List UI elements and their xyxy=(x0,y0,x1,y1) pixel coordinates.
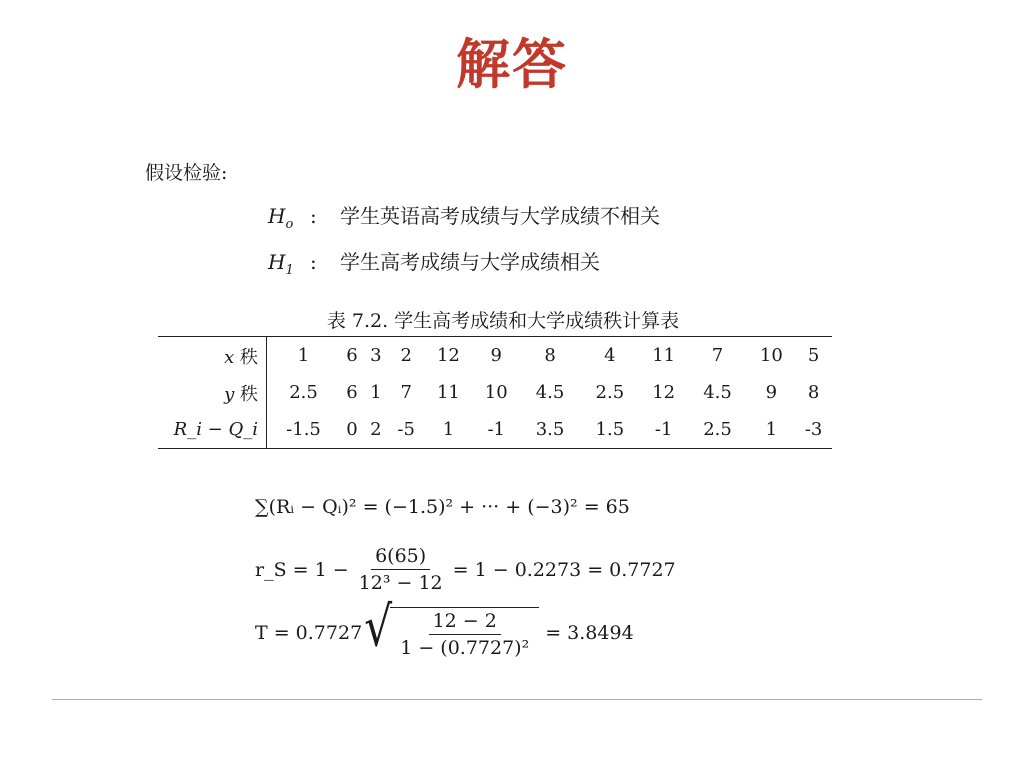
t-rhs: = 3.8494 xyxy=(545,622,634,644)
row-header xyxy=(158,337,267,375)
table-cell: 2 xyxy=(370,419,382,440)
table-cell: 4 xyxy=(604,345,616,366)
rs-fraction xyxy=(355,545,447,594)
table-cell: 11 xyxy=(436,382,460,403)
table-cell: 11 xyxy=(652,345,676,366)
table-cell: 12 xyxy=(436,345,460,366)
table-cell: 2 xyxy=(400,345,412,366)
table-cell: 9 xyxy=(490,345,502,366)
table-cell: 6 xyxy=(346,345,358,366)
table-cell: 12 xyxy=(652,382,676,403)
row-header xyxy=(158,411,267,449)
table-cell: -3 xyxy=(804,419,823,440)
hypothesis-symbol: $H_1$ xyxy=(268,250,294,278)
table-cell: 10 xyxy=(484,382,508,403)
table-cell: 7 xyxy=(711,345,724,366)
table-cell: 6 xyxy=(346,382,358,403)
table-cell: 0 xyxy=(346,419,358,440)
row-variable: x xyxy=(224,346,235,368)
table-cell: 1 xyxy=(370,382,382,403)
table-cell: 1.5 xyxy=(595,419,625,440)
hypothesis-null xyxy=(268,200,660,232)
hypothesis-text: 学生高考成绩与大学成绩相关 xyxy=(340,250,600,274)
spearman-equation xyxy=(255,545,676,594)
table-cell: 5 xyxy=(807,345,820,366)
table-row xyxy=(158,337,832,375)
radical-icon: √ xyxy=(364,595,393,660)
table-cell: 7 xyxy=(400,382,412,403)
table-cell: 3.5 xyxy=(535,419,565,440)
table-cell: 3 xyxy=(370,345,382,366)
table-cell: 2.5 xyxy=(595,382,625,403)
table-cell: 2.5 xyxy=(703,419,732,440)
table-cell: 1 xyxy=(765,419,778,440)
row-variable: y xyxy=(224,383,235,405)
rank-table xyxy=(158,336,832,449)
table-row xyxy=(158,374,832,411)
row-header xyxy=(158,374,267,411)
row-label: 秩 xyxy=(240,346,258,368)
hypothesis-colon: : xyxy=(310,250,317,274)
sum-equation: ∑(Rᵢ − Qᵢ)² = (−1.5)² + ··· + (−3)² = 65 xyxy=(255,496,630,518)
square-root xyxy=(364,595,539,660)
table-cell: 8 xyxy=(807,382,820,403)
page-title: 解答 xyxy=(456,32,568,96)
t-lhs: T = 0.7727 xyxy=(255,622,363,644)
t-denominator: 1 − (0.7727)² xyxy=(400,637,530,659)
table-cell: 4.5 xyxy=(703,382,732,403)
rs-numerator: 6(65) xyxy=(371,545,430,570)
table-cell: -1.5 xyxy=(286,419,321,440)
t-statistic-equation xyxy=(255,595,634,660)
table-cell: 1 xyxy=(297,345,310,366)
table-cell: -1 xyxy=(487,419,506,440)
radicand xyxy=(390,607,539,659)
row-variable: R_i − Q_i xyxy=(173,419,258,440)
rs-lhs: r_S = 1 − xyxy=(255,558,349,581)
table-cell: -1 xyxy=(654,419,673,440)
t-fraction xyxy=(396,610,533,659)
rs-rhs: = 1 − 0.2273 = 0.7727 xyxy=(452,558,676,581)
table-cell: 1 xyxy=(442,419,455,440)
table-cell: 8 xyxy=(544,345,556,366)
hypothesis-symbol: $H_o$ xyxy=(268,204,294,232)
table-cell: 10 xyxy=(759,345,783,366)
hypothesis-text: 学生英语高考成绩与大学成绩不相关 xyxy=(340,204,660,228)
table-cell: 4.5 xyxy=(535,382,565,403)
hypothesis-alternative xyxy=(268,246,600,278)
table-row xyxy=(158,411,832,449)
table-cell: -5 xyxy=(397,419,415,440)
hypothesis-colon: : xyxy=(310,204,317,228)
table-cell: 9 xyxy=(765,382,778,403)
t-numerator: 12 − 2 xyxy=(429,610,501,635)
table-caption: 表 7.2. 学生高考成绩和大学成绩秩计算表 xyxy=(326,310,680,332)
intro-text: 假设检验: xyxy=(145,162,228,184)
row-label: 秩 xyxy=(240,383,258,405)
rs-denominator: 12³ − 12 xyxy=(358,572,443,594)
table-cell: 2.5 xyxy=(289,382,318,403)
footer-divider xyxy=(52,699,982,700)
